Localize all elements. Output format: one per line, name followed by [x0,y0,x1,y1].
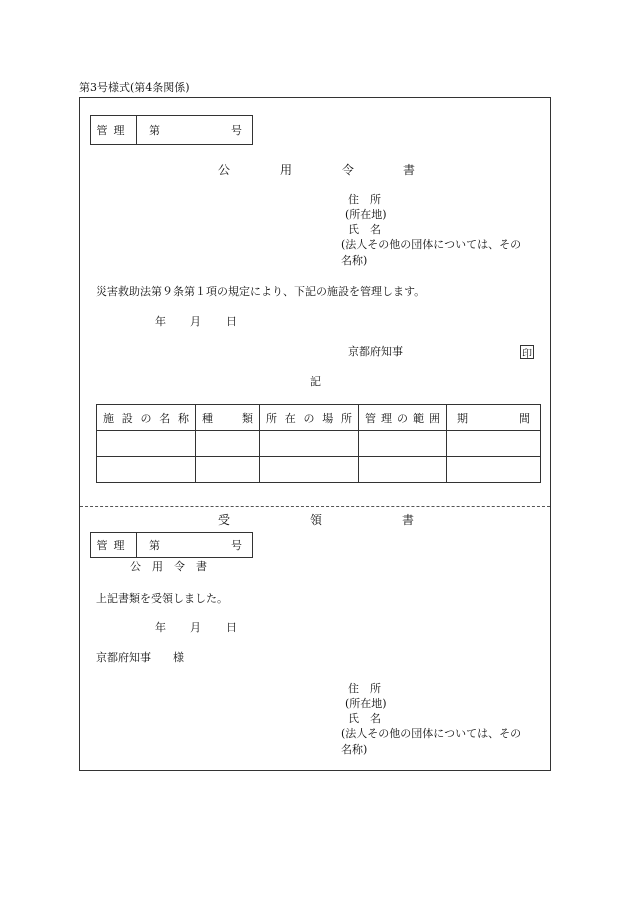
name-label: 氏 名 [348,223,381,236]
header-scope-text: 管 理 の 範 囲 [365,411,440,425]
order-title-char: 用 [280,163,293,177]
table-row [97,457,541,483]
receipt-title-char: 領 [310,513,323,527]
header-period [447,405,541,431]
corporation-note: (法人その他の団体については、その [341,727,522,740]
order-title-char: 令 [342,163,355,177]
seal-mark: 印 [520,345,534,359]
header-facility-name-text: 施 設 の 名 称 [103,411,189,425]
corporation-note-cont: 名称) [341,743,368,756]
address-label: 住 所 [348,682,381,695]
number-go: 号 [231,124,242,137]
receipt-title-char: 受 [218,513,231,527]
address-label: 住 所 [348,193,381,206]
order-title-char: 公 [218,163,231,177]
receipt-management-number-box [90,532,253,558]
ki-label: 記 [310,375,321,388]
date-month: 月 [190,315,201,328]
facility-table [96,404,541,483]
table-cell [359,457,447,483]
management-number-box [90,115,253,145]
header-location [260,405,359,431]
header-type [196,405,260,431]
table-cell [447,431,541,457]
table-cell [97,431,196,457]
number-dai: 第 [149,539,160,552]
number-go: 号 [231,539,242,552]
header-facility-name [97,405,196,431]
date-year: 年 [155,315,166,328]
order-body-text: 災害救助法第９条第１項の規定により、下記の施設を管理します。 [96,285,426,298]
location-label: (所在地) [345,208,387,221]
governor-label: 京都府知事 [348,345,403,358]
date-day: 日 [226,315,237,328]
number-dai: 第 [149,124,160,137]
table-cell [447,457,541,483]
table-cell [196,431,260,457]
table-cell [359,431,447,457]
location-label: (所在地) [345,697,387,710]
date-day: 日 [226,621,237,634]
receipt-body-text: 上記書類を受領しました。 [96,592,228,605]
table-row [97,431,541,457]
table-cell [196,457,260,483]
header-period-text: 期 間 [457,411,530,425]
date-year: 年 [155,621,166,634]
name-label: 氏 名 [348,712,381,725]
management-label: 管理 [91,116,137,144]
receipt-addressee: 京都府知事 様 [96,651,184,664]
corporation-note-cont: 名称) [341,254,368,267]
header-scope [359,405,447,431]
management-label: 管理 [91,533,137,557]
date-month: 月 [190,621,201,634]
receipt-title-char: 書 [402,513,415,527]
table-header-row [97,405,541,431]
table-cell [260,431,359,457]
form-label: 第3号様式(第4条関係) [79,81,190,94]
receipt-sub-label: 公 用 令 書 [130,560,207,573]
cut-line [80,506,550,507]
order-title-char: 書 [403,163,416,177]
header-type-text: 種 類 [202,411,253,425]
table-cell [97,457,196,483]
corporation-note: (法人その他の団体については、その [341,238,522,251]
table-cell [260,457,359,483]
header-location-text: 所 在 の 場 所 [266,411,352,425]
